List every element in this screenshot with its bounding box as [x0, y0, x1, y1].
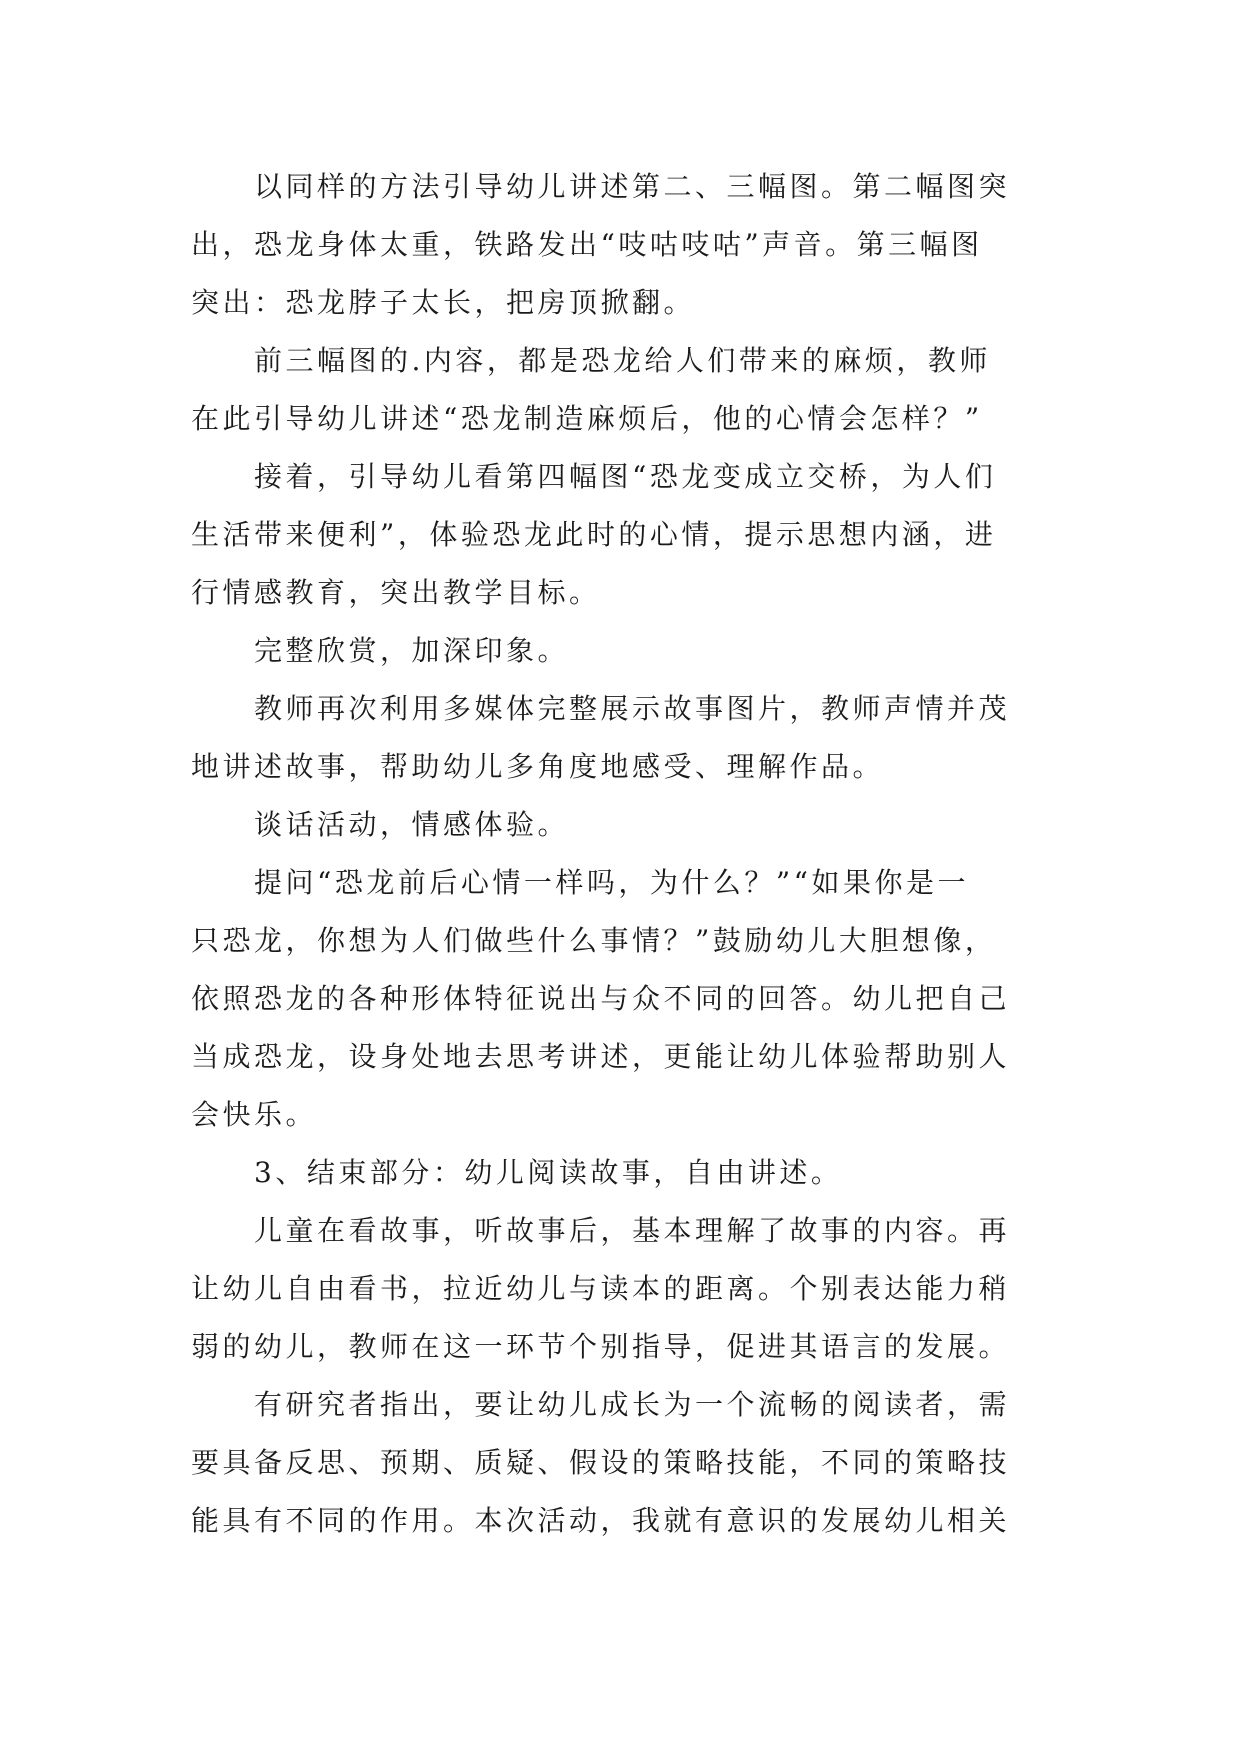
- paragraph-8: [191, 1144, 1053, 1202]
- paragraph-line: 提问“恐龙前后心情一样吗，为什么？”“如果你是一: [254, 866, 969, 899]
- paragraph-line: 只恐龙，你想为人们做些什么事情？”鼓励幼儿大胆想像，: [191, 924, 997, 957]
- paragraph-line: 行情感教育，突出教学目标。: [191, 576, 601, 609]
- body-text: [191, 158, 1053, 1550]
- paragraph-3: [191, 448, 1053, 622]
- paragraph-line: 让幼儿自由看书，拉近幼儿与读本的距离。个别表达能力稍: [191, 1272, 1011, 1305]
- paragraph-line: 完整欣赏，加深印象。: [254, 634, 570, 667]
- paragraph-line: 当成恐龙，设身处地去思考讲述，更能让幼儿体验帮助别人: [191, 1040, 1011, 1073]
- paragraph-line: 出，恐龙身体太重，铁路发出“吱咕吱咕”声音。第三幅图: [191, 228, 983, 261]
- paragraph-10: [191, 1376, 1053, 1550]
- paragraph-7: [191, 854, 1053, 1144]
- paragraph-line: 在此引导幼儿讲述“恐龙制造麻烦后，他的心情会怎样？”: [191, 402, 983, 435]
- paragraph-line: 谈话活动，情感体验。: [254, 808, 570, 841]
- paragraph-line: 儿童在看故事，听故事后，基本理解了故事的内容。再: [254, 1214, 1011, 1247]
- paragraph-line: 依照恐龙的各种形体特征说出与众不同的回答。幼儿把自己: [191, 982, 1011, 1015]
- paragraph-line: 生活带来便利”，体验恐龙此时的心情，提示思想内涵，进: [191, 518, 997, 551]
- paragraph-line: 教师再次利用多媒体完整展示故事图片，教师声情并茂: [254, 692, 1011, 725]
- paragraph-line: 会快乐。: [191, 1098, 318, 1131]
- paragraph-line: 要具备反思、预期、质疑、假设的策略技能，不同的策略技: [191, 1446, 1011, 1479]
- paragraph-line: 有研究者指出，要让幼儿成长为一个流畅的阅读者，需: [254, 1388, 1011, 1421]
- paragraph-line: 3、结束部分：幼儿阅读故事，自由讲述。: [254, 1156, 843, 1189]
- paragraph-line: 能具有不同的作用。本次活动，我就有意识的发展幼儿相关: [191, 1504, 1011, 1537]
- paragraph-line: 突出：恐龙脖子太长，把房顶掀翻。: [191, 286, 696, 319]
- paragraph-line: 接着，引导幼儿看第四幅图“恐龙变成立交桥，为人们: [254, 460, 997, 493]
- paragraph-5: [191, 680, 1053, 796]
- paragraph-line: 地讲述故事，帮助幼儿多角度地感受、理解作品。: [191, 750, 885, 783]
- paragraph-line: 前三幅图的.内容，都是恐龙给人们带来的麻烦，教师: [254, 344, 991, 377]
- paragraph-9: [191, 1202, 1053, 1376]
- paragraph-4: [191, 622, 1053, 680]
- paragraph-line: 以同样的方法引导幼儿讲述第二、三幅图。第二幅图突: [254, 170, 1011, 203]
- paragraph-1: [191, 158, 1053, 332]
- paragraph-2: [191, 332, 1053, 448]
- paragraph-6: [191, 796, 1053, 854]
- paragraph-line: 弱的幼儿，教师在这一环节个别指导，促进其语言的发展。: [191, 1330, 1011, 1363]
